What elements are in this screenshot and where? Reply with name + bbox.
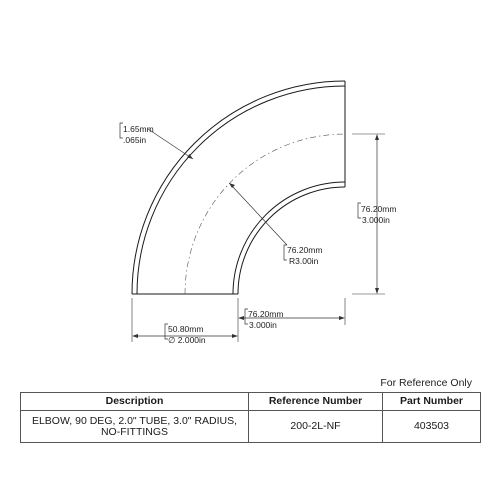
header-reference-number: Reference Number: [249, 393, 383, 411]
wall-dim-in: .065in: [123, 135, 147, 145]
height-arrow-top: [375, 134, 379, 140]
height-arrow-bottom: [375, 288, 379, 294]
width-dim-mm: 76.20mm: [248, 309, 284, 319]
spec-table: [20, 392, 481, 443]
od-arrow-left: [132, 334, 138, 338]
radius-dim-in: R3.00in: [289, 256, 319, 266]
header-description: Description: [21, 393, 249, 411]
height-dim-mm: 76.20mm: [361, 204, 397, 214]
cell-part-number: 403503: [383, 411, 481, 443]
radius-dim-line: [232, 186, 287, 245]
reference-note: For Reference Only: [380, 377, 472, 389]
od-dim-mm: 50.80mm: [168, 324, 204, 334]
cell-reference-number: 200-2L-NF: [249, 411, 383, 443]
header-part-number: Part Number: [383, 393, 481, 411]
od-arrow-right: [232, 334, 238, 338]
height-dim-in: 3.000in: [362, 215, 390, 225]
inner-wall-outer-line: [233, 182, 345, 294]
width-arrow-right: [339, 316, 345, 320]
od-dim-in: ∅ 2.000in: [168, 335, 206, 345]
wall-dim-leader: [148, 129, 193, 159]
width-arrow-left: [238, 316, 244, 320]
radius-arrow: [229, 183, 235, 188]
width-dim-in: 3.000in: [249, 320, 277, 330]
wall-dim-mm: 1.65mm: [123, 124, 154, 134]
cell-description: ELBOW, 90 DEG, 2.0" TUBE, 3.0" RADIUS, NO-FITTINGS: [21, 411, 249, 443]
table-row: [21, 411, 481, 443]
centerline-arc: [185, 134, 345, 294]
table-header-row: [21, 393, 481, 411]
radius-dim-mm: 76.20mm: [287, 245, 323, 255]
inner-wall-inner-line: [238, 187, 345, 294]
